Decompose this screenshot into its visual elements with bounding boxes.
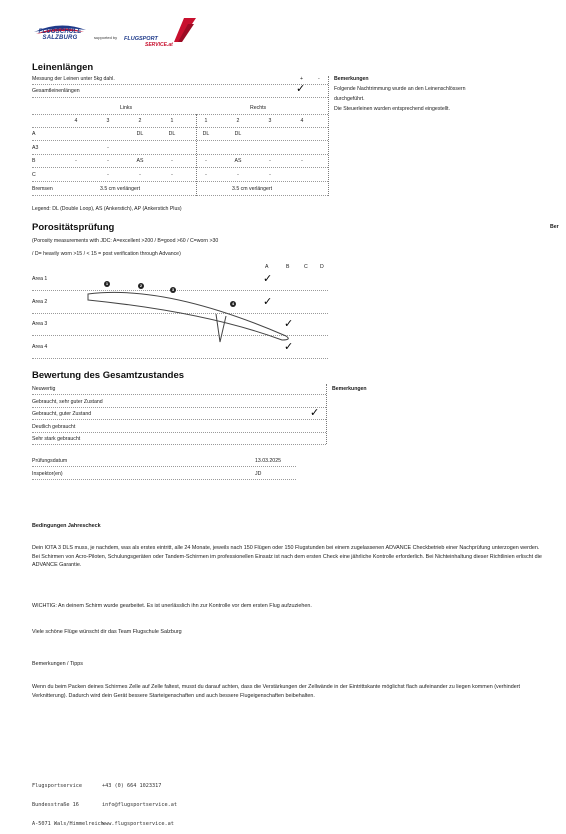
grade-header-d: D: [320, 264, 324, 270]
porosity-note1: (Porosity measurements with JDC: A=excellent >200 / B=good >60 / C=worn >30: [32, 238, 219, 244]
area-label: Area 2: [32, 298, 48, 305]
flugschule-logo-text: FLUGSCHULE SALZBURG: [38, 29, 82, 41]
tipps-para: Wenn du beim Packen deines Schirmes Zelle auf Zelle faltest, musst du darauf achten, dass die Verstärkungen der Zellwände in der Eintrittskante möglichst flach aufeinander zu liegen kommen (verhindert Verknitterung). Dadurch wird dein Gerät bessere Starteigenschaften und auch bessere Flugeigenschaften beibehalten.: [32, 684, 521, 699]
leinen-row-label: B: [32, 158, 36, 164]
area-label: Area 1: [32, 276, 48, 282]
bewertung-item: Neuwertig: [32, 386, 56, 392]
flugsport-logo-text: FLUGSPORT: [124, 36, 158, 42]
legend-text: Legend: DL (Double Loop), AS (Ankerstich), AP (Ankerstich Plus): [32, 206, 182, 212]
bewertung-item: Gebraucht, guter Zustand: [32, 411, 92, 417]
marker-3: 3: [171, 287, 175, 292]
bemerkungen-line1: Folgende Nachtrimmung wurde an den Leinenschlössern: [334, 86, 466, 92]
footer-address: [32, 770, 104, 834]
col-header: 1: [170, 118, 174, 124]
leinen-cell: -: [139, 171, 141, 178]
links-header: Links: [120, 105, 133, 111]
bremsen-label: Bremsen: [32, 186, 53, 192]
bewertung-item: Gebraucht, sehr guter Zustand: [32, 398, 103, 405]
bewertung-bemerkungen-title: Bemerkungen: [332, 386, 367, 392]
header-logos: [32, 14, 252, 50]
bemerkungen-divider: [328, 76, 329, 196]
marker-4: 4: [231, 301, 235, 306]
measure-note: Messung der Leinen unter 5kg dahl.: [32, 76, 115, 82]
wing-diagram: [86, 273, 296, 366]
footer-phone: +43 (0) 664 1023317: [102, 782, 162, 789]
col-header: 1: [204, 118, 208, 124]
footer-website: www.flugsportservice.at: [102, 821, 174, 828]
bremsen-left: 3.5 cm verlängert: [100, 186, 141, 192]
leinen-row-label: C: [32, 171, 36, 178]
datum-value: 13.03.2025: [255, 458, 281, 464]
bewertung-title: Bewertung des Gesamtzustandes: [32, 370, 185, 381]
leinen-cell: -: [107, 171, 109, 178]
marker-1: 1: [105, 281, 109, 286]
grade-header-b: B: [286, 264, 290, 270]
leinen-cell: -: [269, 171, 271, 178]
col-header: 4: [74, 118, 78, 124]
leinen-cell: DL: [136, 131, 144, 137]
col-header: 4: [300, 118, 304, 124]
bedingungen-para1: Dein IOTA 3 DLS muss, je nachdem, was als erstes eintritt, alle 24 Monate, jeweils nach 150 Flügen oder 150 Flugstunden bei einem zugelassenen ADVANCE Checkbetrieb einer Nachprüfung unterzogen werden. Bei Schirmen von Acro-Piloten, Schulungsgeräten oder Tandem-Schirmen im professionellen Einsatz ist nach dem ersten Check eine jährliche Kontrolle erforderlich. Bei Nichteinhaltung dieser Richtlinien erlischt die ADVANCE Garantie.: [32, 545, 542, 569]
bewertung-divider: [326, 384, 327, 444]
leinen-cell: DL: [202, 131, 210, 137]
leinen-cell: -: [205, 158, 207, 164]
leinen-title: Leinenlängen: [32, 62, 94, 73]
gesamt-check-icon: ✓: [296, 83, 306, 95]
leinen-cell: AS: [136, 158, 144, 164]
porosity-title: Porositätsprüfung: [32, 222, 115, 233]
area-check-icon: ✓: [263, 295, 273, 308]
bewertung-item: Deutlich gebraucht: [32, 423, 76, 430]
leinen-cell: -: [237, 171, 239, 178]
leinen-cell: AS: [234, 158, 242, 164]
rechts-header: Rechts: [250, 105, 267, 111]
bemerkungen-line2: durchgeführt.: [334, 96, 365, 102]
gesamt-label: Gesamtleinenlängen: [32, 88, 80, 94]
leinen-row-label: A: [32, 131, 36, 137]
side-label: Ber: [550, 224, 559, 230]
bedingungen-para3: Viele schöne Flüge wünscht dir das Team Flugschule Salzburg: [32, 629, 182, 635]
bewertung-item: Sehr stark gebraucht: [32, 436, 81, 442]
area-check-icon: ✓: [263, 273, 273, 285]
grade-header-c: C: [304, 264, 308, 270]
area-label: Area 3: [32, 321, 48, 327]
bemerkungen-title: Bemerkungen: [334, 76, 369, 82]
datum-label: Prüfungsdatum: [32, 458, 68, 464]
marker-2: 2: [139, 283, 143, 288]
porosity-note2: / D= heavily worn >15 / < 15 = post verification through Advance): [32, 251, 181, 257]
leinen-cell: -: [171, 158, 173, 164]
col-header: 2: [236, 118, 240, 124]
col-header: 3: [106, 118, 110, 124]
leinen-cell: DL: [168, 131, 176, 137]
plus-header: +: [300, 76, 304, 82]
grade-header-a: A: [265, 264, 269, 270]
inspektor-label: Inspektor(en): [32, 471, 63, 477]
bremsen-right: 3.5 cm verlängert: [232, 186, 273, 192]
minus-header: -: [318, 76, 320, 82]
footer-email: info@flugsportservice.at: [102, 802, 177, 809]
area-label: Area 4: [32, 343, 48, 350]
service-logo-text: SERVICE.at: [145, 42, 173, 48]
col-header: 2: [138, 118, 142, 124]
supported-by-text: supported by: [94, 35, 118, 40]
leinen-cell: -: [75, 158, 77, 164]
bewertung-check-icon: ✓: [310, 407, 320, 419]
bedingungen-para2: WICHTIG: An deinem Schirm wurde gearbeitet. Es ist unerlässlich ihn zur Kontrolle vor dem ersten Flug aufzuziehen.: [32, 603, 312, 609]
footer-contact: [102, 770, 177, 834]
leinen-cell: -: [269, 158, 271, 164]
footer-company: Flugsportservice: [32, 782, 82, 789]
leinen-cell: -: [107, 158, 109, 164]
bemerkungen-line3: Die Steuerleinen wurden entsprechend eingestellt.: [334, 106, 450, 112]
col-header: 3: [268, 118, 272, 124]
center-divider: [196, 114, 197, 196]
leinen-cell: -: [301, 158, 303, 164]
footer-street: Bundesstraße 16: [32, 802, 79, 809]
leinen-cell: DL: [234, 131, 242, 137]
leinen-cell: -: [171, 171, 173, 178]
area-check-icon: ✓: [284, 340, 294, 353]
leinen-cell: -: [107, 144, 109, 151]
area-check-icon: ✓: [284, 318, 294, 330]
bedingungen-title: Bedingungen Jahrescheck: [32, 523, 101, 529]
leinen-cell: -: [205, 171, 207, 178]
footer-city: A-5071 Wals/Himmelreich: [32, 821, 104, 828]
inspektor-value: JD: [255, 471, 262, 477]
tipps-title: Bemerkungen / Tipps: [32, 661, 83, 667]
leinen-row-label: A3: [32, 144, 39, 151]
